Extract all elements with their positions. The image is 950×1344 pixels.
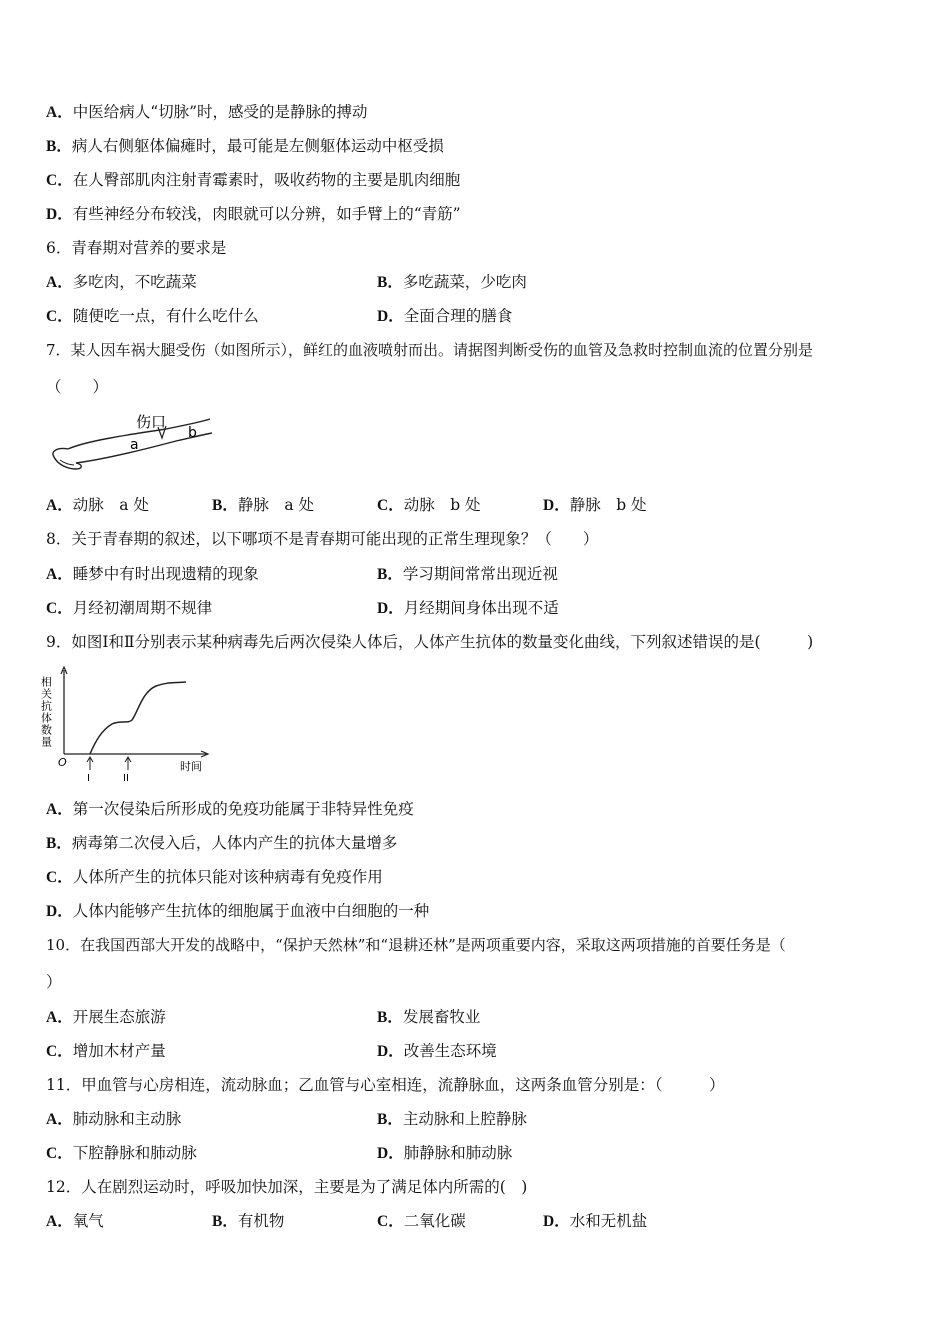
q5-option-a: A．中医给病人“切脉”时，感受的是静脉的搏动 xyxy=(46,103,368,121)
q10-stem: 10．在我国西部大开发的战略中，“保护天然林”和“退耕还林”是两项重要内容，采取这两项措施的首要任务是（ xyxy=(46,936,786,954)
q9-stem: 9．如图Ⅰ和Ⅱ分别表示某种病毒先后两次侵染人体后，人体产生抗体的数量变化曲线，下列叙述错误的是( ) xyxy=(46,633,814,651)
q6-option-d: D．全面合理的膳食 xyxy=(377,307,513,325)
q11-stem: 11．甲血管与心房相连，流动脉血；乙血管与心室相连，流静脉血，这两条血管分别是：（ ） xyxy=(46,1076,725,1094)
q7-stem: 7．某人因车祸大腿受伤（如图所示），鲜红的血液喷射而出。请据图判断受伤的血管及急救时控制血流的位置分别是 xyxy=(46,341,814,359)
q8-option-a: A．睡梦中有时出现遗精的现象 xyxy=(46,565,259,583)
q7-stem-paren: （ ） xyxy=(46,378,109,396)
q9-option-a: A．第一次侵染后所形成的免疫功能属于非特异性免疫 xyxy=(46,800,414,818)
q10-option-c: C．增加木材产量 xyxy=(46,1042,166,1060)
y-axis-label: 相关抗体数量 xyxy=(40,676,53,748)
q5-option-d: D．有些神经分布较浅，肉眼就可以分辨，如手臂上的“青筋” xyxy=(46,205,461,223)
q9-option-b: B．病毒第二次侵入后，人体内产生的抗体大量增多 xyxy=(46,834,398,852)
origin-label: O xyxy=(58,756,67,769)
q11-option-c: C．下腔静脉和肺动脉 xyxy=(46,1144,197,1162)
mark-1: I xyxy=(87,773,90,784)
q5-option-b: B．病人右侧躯体偏瘫时，最可能是左侧躯体运动中枢受损 xyxy=(46,137,444,155)
q11-option-d: D．肺静脉和肺动脉 xyxy=(377,1144,513,1162)
q8-stem: 8．关于青春期的叙述，以下哪项不是青春期可能出现的正常生理现象？（ ） xyxy=(46,530,599,548)
q12-option-d: D．水和无机盐 xyxy=(543,1212,648,1230)
q10-option-a: A．开展生态旅游 xyxy=(46,1008,166,1026)
wound-label: 伤口 xyxy=(136,413,167,431)
q6-stem: 6．青春期对营养的要求是 xyxy=(46,239,227,257)
x-axis-label: 时间 xyxy=(180,760,202,773)
label-b: b xyxy=(188,425,197,441)
q9-option-c: C．人体所产生的抗体只能对该种病毒有免疫作用 xyxy=(46,868,383,886)
q12-stem: 12．人在剧烈运动时，呼吸加快加深，主要是为了满足体内所需的( ) xyxy=(46,1178,528,1196)
q7-option-b: B．静脉 a 处 xyxy=(212,496,315,514)
q10-option-b: B．发展畜牧业 xyxy=(377,1008,481,1026)
q6-option-a: A．多吃肉，不吃蔬菜 xyxy=(46,273,197,291)
q6-option-c: C．随便吃一点，有什么吃什么 xyxy=(46,307,259,325)
q6-option-b: B．多吃蔬菜，少吃肉 xyxy=(377,273,527,291)
q11-option-a: A．肺动脉和主动脉 xyxy=(46,1110,182,1128)
q12-option-a: A．氧气 xyxy=(46,1212,104,1230)
q10-stem-paren: ） xyxy=(46,973,62,991)
antibody-curve xyxy=(90,682,186,754)
q7-option-c: C．动脉 b 处 xyxy=(377,496,481,514)
mark-2: II xyxy=(123,773,129,784)
q11-option-b: B．主动脉和上腔静脉 xyxy=(377,1110,527,1128)
q7-leg-figure xyxy=(46,405,226,480)
q9-option-d: D．人体内能够产生抗体的细胞属于血液中白细胞的一种 xyxy=(46,902,430,920)
label-a: a xyxy=(130,437,139,453)
q8-option-d: D．月经期间身体出现不适 xyxy=(377,599,559,617)
foot-outline xyxy=(53,448,81,469)
q7-option-d: D．静脉 b 处 xyxy=(543,496,647,514)
q12-option-b: B．有机物 xyxy=(212,1212,285,1230)
q5-option-c: C．在人臀部肌肉注射青霉素时，吸收药物的主要是肌肉细胞 xyxy=(46,171,461,189)
q8-option-b: B．学习期间常常出现近视 xyxy=(377,565,558,583)
q12-option-c: C．二氧化碳 xyxy=(377,1212,466,1230)
q8-option-c: C．月经初潮周期不规律 xyxy=(46,599,213,617)
q10-option-d: D．改善生态环境 xyxy=(377,1042,497,1060)
q9-antibody-graph xyxy=(40,662,220,784)
q7-option-a: A．动脉 a 处 xyxy=(46,496,149,514)
